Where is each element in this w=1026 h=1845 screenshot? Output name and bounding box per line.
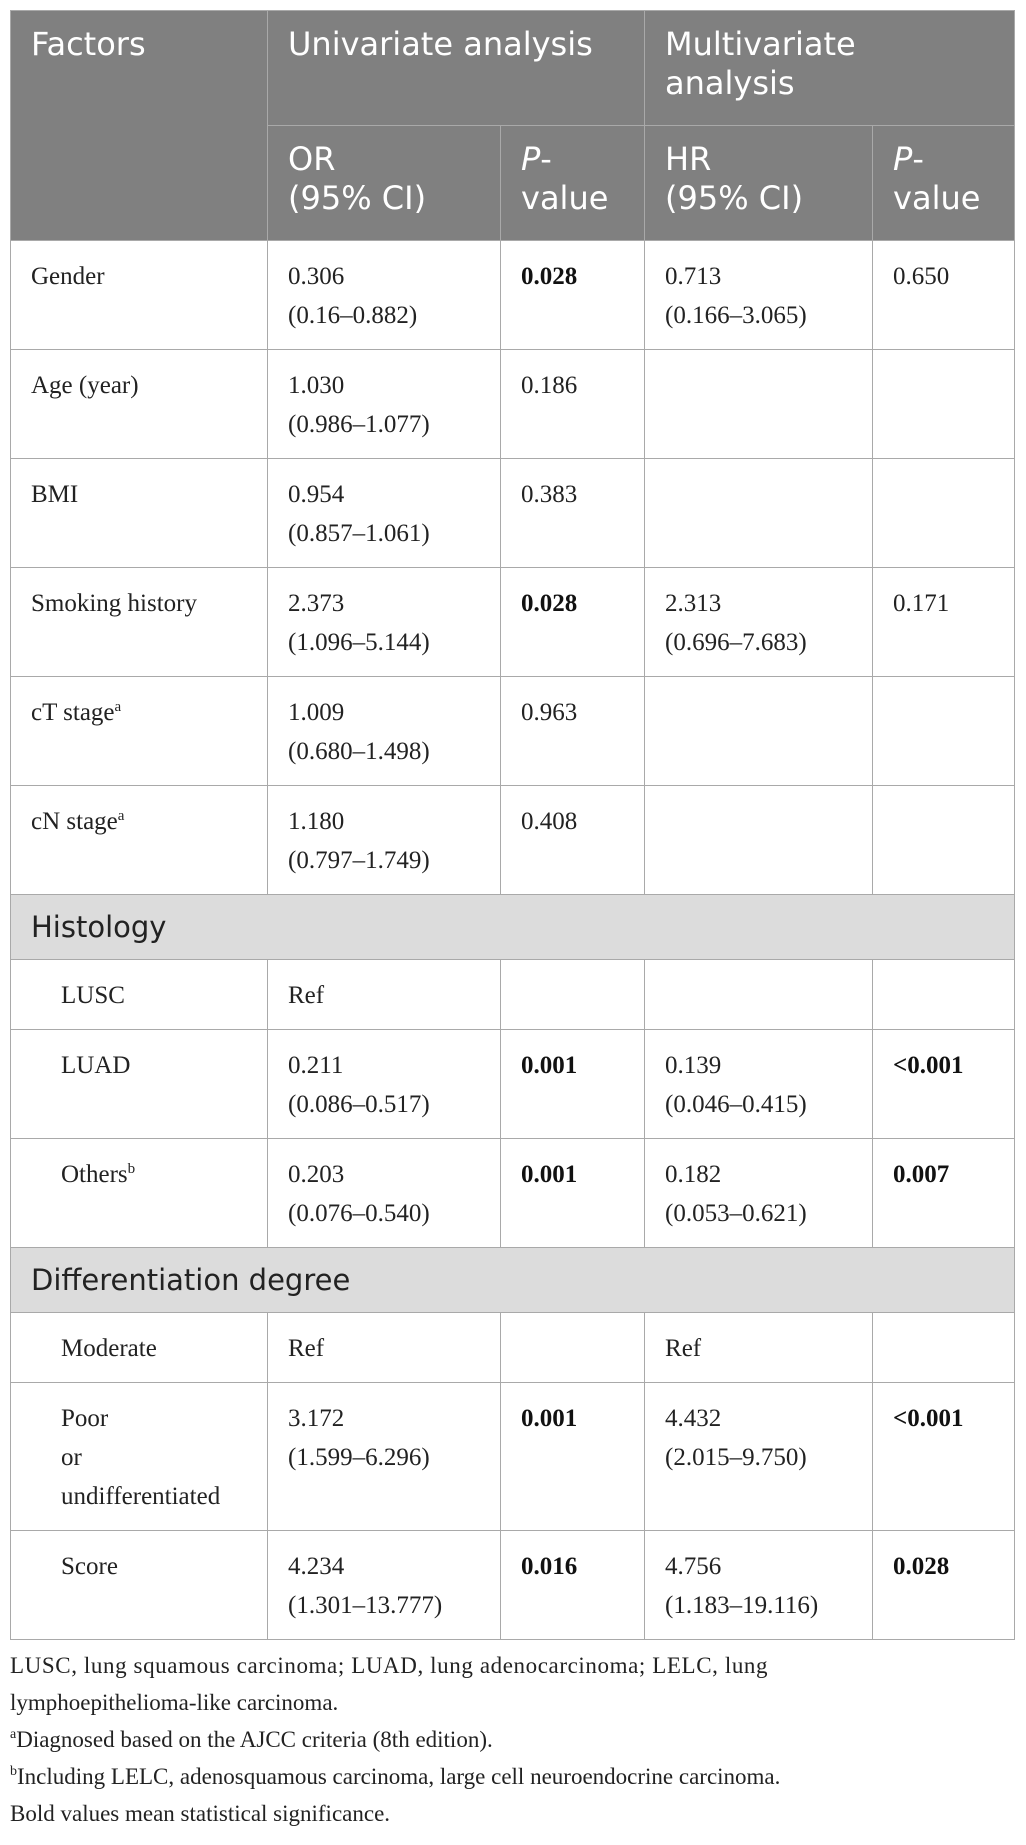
or-cell: 0.954 (0.857–1.061) — [268, 459, 501, 568]
or-cell: 3.172 (1.599–6.296) — [268, 1383, 501, 1531]
footnote-bold-values: Bold values mean statistical significance. — [10, 1801, 391, 1826]
hr-cell: 0.139 (0.046–0.415) — [645, 1030, 873, 1139]
or-cell: 0.306 (0.16–0.882) — [268, 241, 501, 350]
section-row-histology — [11, 895, 1015, 960]
p-value-multi-cell — [873, 350, 1015, 459]
hr-cell: 4.432 (2.015–9.750) — [645, 1383, 873, 1531]
p-value-uni-cell: 0.001 — [501, 1139, 645, 1248]
p-value-multi-cell — [873, 786, 1015, 895]
hr-cell: Ref — [645, 1313, 873, 1383]
table-row — [11, 350, 1015, 459]
or-cell: 1.180 (0.797–1.749) — [268, 786, 501, 895]
p-value-multi-cell: <0.001 — [873, 1030, 1015, 1139]
table-row — [11, 1030, 1015, 1139]
or-cell: 4.234 (1.301–13.777) — [268, 1531, 501, 1640]
or-cell: 1.030 (0.986–1.077) — [268, 350, 501, 459]
or-cell: 0.203 (0.076–0.540) — [268, 1139, 501, 1248]
footnote-b: $^b$Including LELC, adenosquamous carcinoma, large cell neuroendocrine carcinoma. — [10, 1764, 781, 1789]
section-row-differentiation — [11, 1248, 1015, 1313]
header-univariate: Univariate analysis — [268, 11, 645, 126]
regression-table — [10, 10, 1015, 1640]
header-p-value-multi: P- value — [873, 126, 1015, 241]
p-value-uni-cell: 0.383 — [501, 459, 645, 568]
footnote-mark: a — [117, 808, 125, 824]
table-row — [11, 1313, 1015, 1383]
footnote-abbreviations-line1: LUSC, lung squamous carcinoma; LUAD, lung adenocarcinoma; LELC, lung — [10, 1653, 769, 1678]
p-value-uni-cell: 0.186 — [501, 350, 645, 459]
footnote-a: $^a$Diagnosed based on the AJCC criteria (8th edition). — [10, 1727, 493, 1752]
factor-cell: Moderate — [11, 1313, 268, 1383]
table-row — [11, 786, 1015, 895]
or-cell: 2.373 (1.096–5.144) — [268, 568, 501, 677]
hr-cell — [645, 786, 873, 895]
table-row — [11, 241, 1015, 350]
p-value-uni-cell: 0.408 — [501, 786, 645, 895]
p-value-uni-cell: 0.028 — [501, 241, 645, 350]
factor-cell: Others$^b$ — [11, 1139, 268, 1248]
hr-cell: 0.713 (0.166–3.065) — [645, 241, 873, 350]
hr-cell — [645, 960, 873, 1030]
footnote-mark: a — [114, 699, 122, 715]
table-header — [11, 11, 1015, 241]
p-value-uni-cell: 0.028 — [501, 568, 645, 677]
p-value-multi-cell: 0.007 — [873, 1139, 1015, 1248]
header-or-ci: OR (95% CI) — [268, 126, 501, 241]
footnote-mark: b — [127, 1161, 136, 1177]
table-row — [11, 1383, 1015, 1531]
factor-cell: LUAD — [11, 1030, 268, 1139]
factor-cell: Age (year) — [11, 350, 268, 459]
or-cell: 0.211 (0.086–0.517) — [268, 1030, 501, 1139]
p-value-uni-cell: 0.016 — [501, 1531, 645, 1640]
p-value-uni-cell — [501, 1313, 645, 1383]
factor-cell: Poor or undifferentiated — [11, 1383, 268, 1531]
p-value-multi-cell: 0.650 — [873, 241, 1015, 350]
header-multivariate: Multivariate analysis — [645, 11, 1015, 126]
footnote-abbreviations-line2: lymphoepithelioma-like carcinoma. — [10, 1690, 339, 1715]
section-title: Differentiation degree — [11, 1248, 1015, 1313]
table-row — [11, 568, 1015, 677]
table-row — [11, 677, 1015, 786]
regression-table-container — [10, 10, 1014, 1832]
factor-cell: cT stage$^a$ — [11, 677, 268, 786]
header-p-value-uni: P- value — [501, 126, 645, 241]
table-body — [11, 241, 1015, 1640]
p-value-uni-cell: 0.963 — [501, 677, 645, 786]
factor-cell: BMI — [11, 459, 268, 568]
table-row — [11, 1531, 1015, 1640]
p-value-multi-cell: 0.171 — [873, 568, 1015, 677]
p-value-multi-cell: 0.028 — [873, 1531, 1015, 1640]
header-hr-ci: HR (95% CI) — [645, 126, 873, 241]
table-row — [11, 960, 1015, 1030]
table-row — [11, 459, 1015, 568]
or-cell: 1.009 (0.680–1.498) — [268, 677, 501, 786]
factor-cell: Gender — [11, 241, 268, 350]
table-row — [11, 1139, 1015, 1248]
p-value-multi-cell — [873, 1313, 1015, 1383]
header-factors: Factors — [11, 11, 268, 241]
hr-cell — [645, 677, 873, 786]
factor-cell: LUSC — [11, 960, 268, 1030]
p-value-uni-cell — [501, 960, 645, 1030]
hr-cell — [645, 350, 873, 459]
or-cell: Ref — [268, 960, 501, 1030]
p-value-uni-cell: 0.001 — [501, 1030, 645, 1139]
p-value-multi-cell — [873, 677, 1015, 786]
p-value-uni-cell: 0.001 — [501, 1383, 645, 1531]
hr-cell — [645, 459, 873, 568]
table-footnotes — [10, 1647, 1014, 1832]
hr-cell: 2.313 (0.696–7.683) — [645, 568, 873, 677]
factor-cell: Score — [11, 1531, 268, 1640]
hr-cell: 4.756 (1.183–19.116) — [645, 1531, 873, 1640]
hr-cell: 0.182 (0.053–0.621) — [645, 1139, 873, 1248]
factor-cell: cN stage$^a$ — [11, 786, 268, 895]
factor-cell: Smoking history — [11, 568, 268, 677]
or-cell: Ref — [268, 1313, 501, 1383]
p-value-multi-cell — [873, 459, 1015, 568]
p-value-multi-cell — [873, 960, 1015, 1030]
section-title: Histology — [11, 895, 1015, 960]
p-value-multi-cell: <0.001 — [873, 1383, 1015, 1531]
